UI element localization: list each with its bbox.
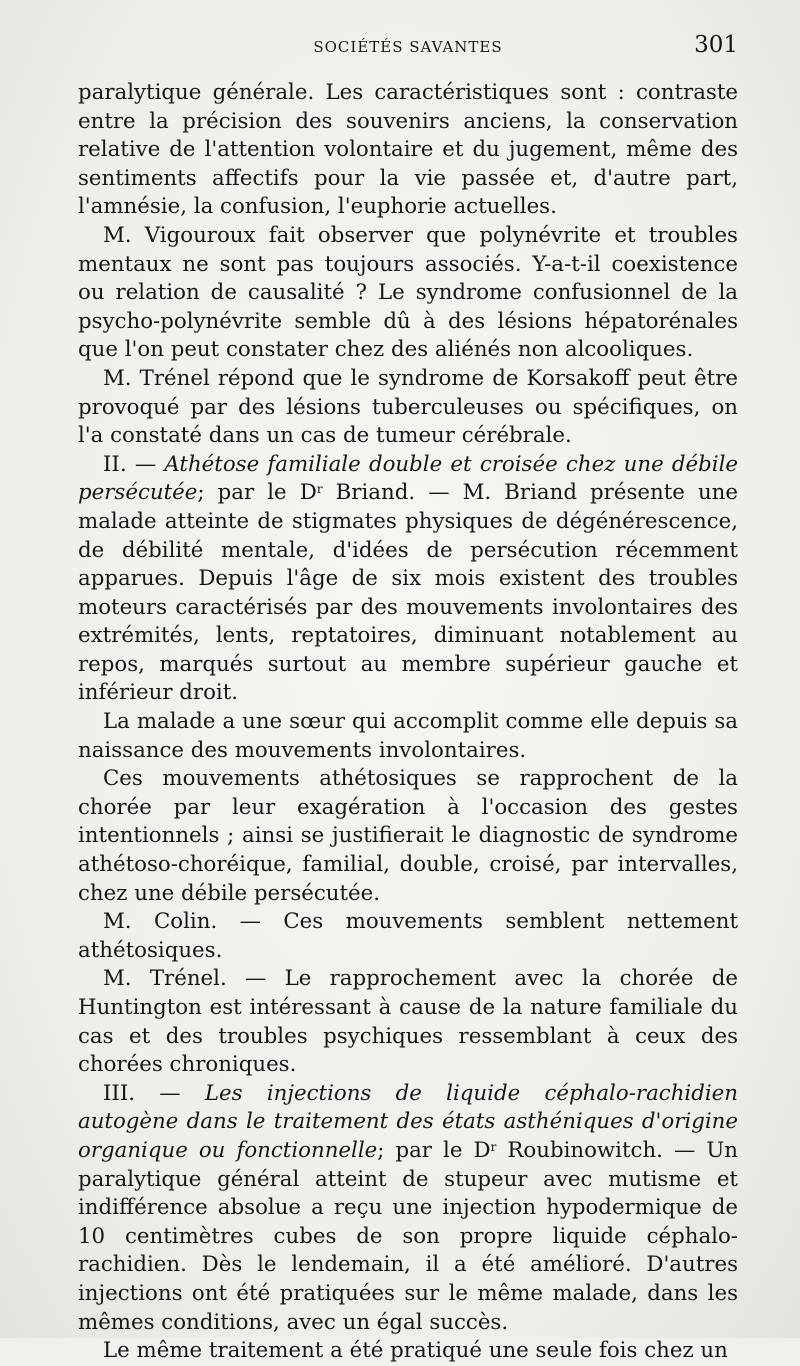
section-numeral: III. — <box>103 1080 205 1106</box>
paragraph-10: Le même traitement a été pratiqué une seule fois chez un <box>103 1338 728 1364</box>
section-author-prefix: ; par le D <box>377 1137 491 1163</box>
section-author-sup: r <box>490 1139 497 1154</box>
paragraph-8: M. Trénel. — Le rapprochement avec la chorée de Huntington est intéressant à cause de la nature familiale du cas et des troubles psychiques ressemblant à ceux des chorées chroniques. <box>78 966 738 1078</box>
paragraph-7: M. Colin. — Ces mouvements semblent nettement athétosiques. <box>78 909 738 963</box>
running-head <box>78 32 738 66</box>
section-title: Athétose familiale double et croisée chez une débile persécutée <box>78 451 739 506</box>
paragraph-4 <box>78 451 738 708</box>
section-author-sup: r <box>316 482 323 497</box>
paragraph-9 <box>78 1080 738 1337</box>
section-author-prefix: ; par le D <box>197 480 317 506</box>
body-text <box>78 79 738 1366</box>
section-title: Les injections de liquide céphalo-rachidien autogène dans le traitement des états asthéniques d'origine organique ou fonctionnelle <box>78 1080 738 1163</box>
paragraph-6: Ces mouvements athétosiques se rapprochent de la chorée par leur exagération à l'occasion des gestes intentionnels ; ainsi se justifierait le diagnostic de syndrome athétoso-choréique, familial, double, croisé, par intervalles, chez une débile persécutée. <box>78 766 738 906</box>
page-number: 301 <box>694 32 738 58</box>
paragraph-2: M. Vigouroux fait observer que polynévrite et troubles mentaux ne sont pas toujours associés. Y-a-t-il coexistence ou relation de causalité ? Le syndrome confusionnel de la psycho-polynévrite semble dû à des lésions hépatorénales que l'on peut constater chez des aliénés non alcooliques. <box>78 222 738 363</box>
section-body: Briand. — M. Briand présente une malade atteinte de stigmates physiques de dégénérescence, de débilité mentale, d'idées de persécution récemment apparues. Depuis l'âge de six mois existent des troubles moteurs caractérisés par des mouvements involontaires des extrémités, lents, reptatoires, diminuant notablement au repos, marqués surtout au membre supérieur gauche et inférieur droit. <box>78 480 738 706</box>
paragraph-5: La malade a une sœur qui accomplit comme elle depuis sa naissance des mouvements involontaires. <box>78 709 738 763</box>
paragraph-1: paralytique générale. Les caractéristiques sont : contraste entre la précision des souvenirs anciens, la conservation relative de l'attention volontaire et du jugement, même des sentiments affectifs pour la vie passée et, d'autre part, l'amnésie, la confusion, l'euphorie actuelles. <box>78 80 738 220</box>
running-title: SOCIÉTÉS SAVANTES <box>313 38 503 56</box>
section-numeral: II. — <box>103 451 165 477</box>
section-body: Roubinowitch. — Un paralytique général atteint de stupeur avec mutisme et indifférence absolue a reçu une injection hypodermique de 10 centimètres cubes de son propre liquide céphalo-rachidien. Dès le lendemain, il a été amélioré. D'autres injections ont été pratiquées sur le même malade, dans les mêmes conditions, avec un égal succès. <box>78 1137 738 1335</box>
paragraph-3: M. Trénel répond que le syndrome de Korsakoff peut être provoqué par des lésions tuberculeuses ou spécifiques, on l'a constaté dans un cas de tumeur cérébrale. <box>78 365 738 449</box>
